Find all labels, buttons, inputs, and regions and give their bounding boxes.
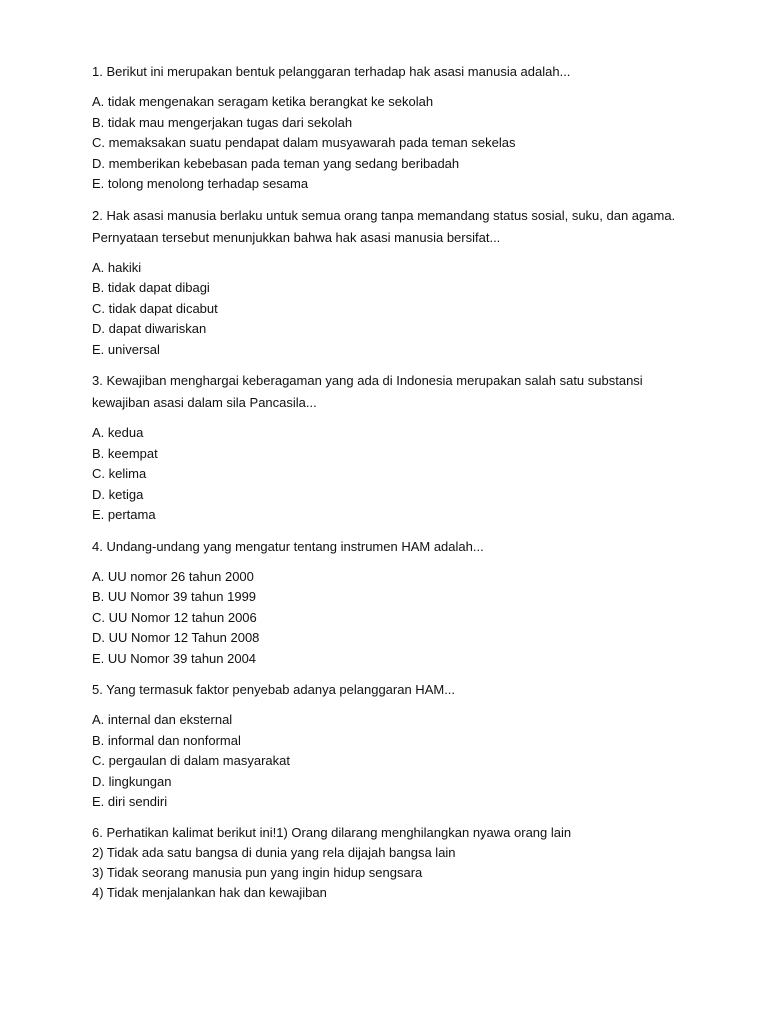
option-b: B. UU Nomor 39 tahun 1999 [92,589,257,604]
question-text: 1. Berikut ini merupakan bentuk pelanggaran terhadap hak asasi manusia adalah... [92,64,571,79]
option-a: A. internal dan eksternal [92,712,233,727]
option-list [92,92,692,195]
question-text: 2. Hak asasi manusia berlaku untuk semua orang tanpa memandang status sosial, suku, dan agama. Pernyataan tersebut menunjukkan bahwa hak asasi manusia bersifat... [92,207,676,245]
option-a: A. tidak mengenakan seragam ketika berangkat ke sekolah [92,94,434,109]
statement-3: 3) Tidak seorang manusia pun yang ingin hidup sengsara [92,865,423,881]
document-page [92,61,692,904]
option-d: D. memberikan kebebasan pada teman yang sedang beribadah [92,155,460,171]
option-e: E. diri sendiri [92,794,168,809]
statement-2: 2) Tidak ada satu bangsa di dunia yang rela dijajah bangsa lain [92,844,456,860]
option-list [92,567,692,670]
option-c: C. memaksakan suatu pendapat dalam musyawarah pada teman sekelas [92,135,516,150]
option-d: D. UU Nomor 12 Tahun 2008 [92,630,260,645]
statement-4: 4) Tidak menjalankan hak dan kewajiban [92,885,327,901]
option-d: D. lingkungan [92,773,172,789]
question-text: 3. Kewajiban menghargai keberagaman yang ada di Indonesia merupakan salah satu substansi kewajiban asasi dalam sila Pancasila... [92,373,643,410]
question-text: 4. Undang-undang yang mengatur tentang instrumen HAM adalah... [92,538,484,554]
option-d: D. ketiga [92,486,144,502]
option-list [92,710,692,813]
option-a: A. kedua [92,425,144,440]
option-c: C. tidak dapat dicabut [92,300,218,316]
option-list [92,423,692,526]
option-c: C. pergaulan di dalam masyarakat [92,753,290,768]
option-a: A. UU nomor 26 tahun 2000 [92,568,254,584]
option-c: C. UU Nomor 12 tahun 2006 [92,609,257,625]
option-e: E. universal [92,341,160,357]
question-5 [92,679,692,813]
option-a: A. hakiki [92,259,142,275]
option-e: E. tolong menolong terhadap sesama [92,176,309,191]
option-b: B. tidak dapat dibagi [92,280,210,295]
option-b: B. keempat [92,445,158,461]
question-1 [92,61,692,195]
question-4 [92,536,692,670]
question-text: 5. Yang termasuk faktor penyebab adanya pelanggaran HAM... [92,682,456,697]
option-b: B. tidak mau mengerjakan tugas dari sekolah [92,114,353,130]
option-d: D. dapat diwariskan [92,321,207,336]
question-text: 6. Perhatikan kalimat berikut ini!1) Orang dilarang menghilangkan nyawa orang lain [92,824,572,840]
option-e: E. UU Nomor 39 tahun 2004 [92,650,257,666]
option-list [92,258,692,361]
option-b: B. informal dan nonformal [92,732,241,748]
question-2 [92,205,692,361]
option-e: E. pertama [92,507,156,522]
option-c: C. kelima [92,466,147,481]
question-6 [92,823,692,904]
question-3 [92,370,692,526]
